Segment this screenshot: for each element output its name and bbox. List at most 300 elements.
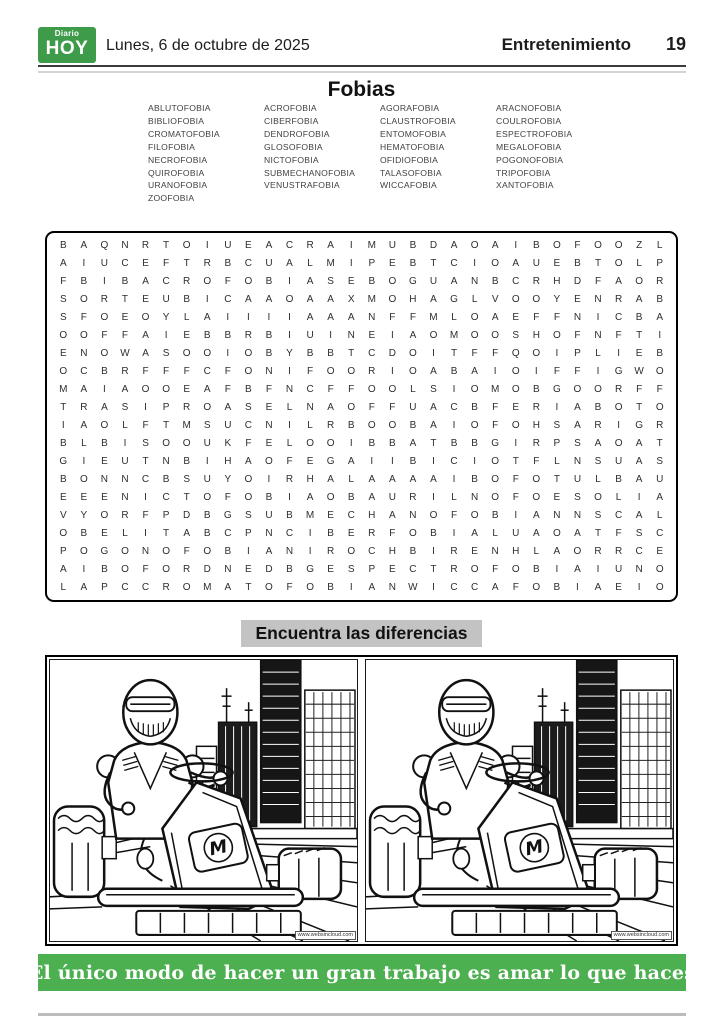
grid-letter: G (614, 365, 623, 377)
grid-letter: S (512, 329, 520, 341)
grid-letter: C (121, 257, 129, 269)
grid-letter: R (100, 293, 109, 305)
grid-letter: B (59, 239, 67, 251)
grid-letter: H (553, 275, 561, 287)
grid-letter: R (327, 420, 335, 432)
grid-letter: I (123, 438, 127, 450)
grid-letter: O (470, 420, 479, 432)
grid-letter: N (285, 383, 294, 395)
grid-letter: D (573, 275, 582, 287)
grid-letter: R (368, 528, 376, 540)
grid-letter: F (492, 420, 499, 432)
grid-letter: I (432, 582, 435, 594)
grid-letter: A (306, 293, 314, 305)
grid-letter: I (432, 456, 435, 468)
grid-letter: G (409, 275, 417, 287)
grid-letter: C (224, 293, 232, 305)
grid-letter: G (59, 456, 68, 468)
grid-letter: C (203, 365, 211, 377)
grid-letter: F (636, 383, 643, 395)
grid-letter: E (553, 257, 561, 269)
grid-letter: F (224, 275, 231, 287)
grid-letter: I (349, 257, 353, 269)
grid-letter: B (450, 365, 458, 377)
grid-letter: R (614, 293, 623, 305)
grid-letter: N (409, 510, 417, 522)
grid-letter: N (368, 311, 376, 323)
grid-letter: O (244, 474, 253, 486)
grid-letter: C (614, 510, 623, 522)
grid-letter: O (265, 582, 273, 594)
grid-letter: E (121, 311, 129, 323)
grid-letter: U (388, 239, 396, 251)
grid-letter: E (347, 528, 355, 540)
grid-letter: I (473, 257, 476, 269)
grid-letter: A (409, 474, 417, 486)
grid-letter: R (121, 510, 129, 522)
grid-letter: R (203, 257, 211, 269)
grid-letter: O (182, 582, 191, 594)
grid-letter: E (265, 438, 273, 450)
grid-letter: B (635, 311, 643, 323)
grid-letter: C (224, 528, 232, 540)
grid-letter: E (512, 401, 520, 413)
grid-letter: I (246, 546, 250, 558)
grid-letter: K (224, 438, 232, 450)
grid-letter: M (429, 311, 438, 323)
grid-letter: B (183, 293, 190, 305)
grid-letter: M (367, 239, 376, 251)
grid-letter: B (532, 383, 540, 395)
grid-letter: B (347, 420, 355, 432)
grid-letter: N (121, 492, 129, 504)
grid-letter: F (163, 257, 170, 269)
grid-letter: H (368, 510, 376, 522)
grid-letter: O (347, 401, 356, 413)
grid-letter: I (103, 383, 106, 395)
grid-letter: A (101, 401, 108, 413)
grid-letter: A (327, 401, 334, 413)
phobia-word: TRIPOFOBIA (496, 167, 551, 178)
grid-letter: F (615, 528, 622, 540)
grid-letter: O (491, 329, 500, 341)
grid-letter: I (288, 420, 291, 432)
grid-letter: O (594, 492, 602, 504)
grid-letter: U (306, 329, 314, 341)
grid-letter: I (226, 311, 230, 323)
grid-letter: O (367, 420, 376, 432)
phobia-word: FILOFOBIA (148, 141, 196, 152)
grid-letter: F (224, 365, 231, 377)
grid-letter: O (635, 275, 644, 287)
grid-letter: W (634, 365, 644, 377)
grid-letter: A (59, 257, 67, 269)
grid-letter: F (224, 383, 231, 395)
grid-letter: A (450, 239, 458, 251)
grid-letter: F (594, 275, 602, 287)
kart-image-right (365, 659, 674, 942)
grid-letter: O (614, 401, 623, 413)
grid-letter: N (347, 329, 355, 341)
grid-letter: F (512, 582, 519, 594)
grid-letter: S (121, 401, 129, 413)
grid-letter: F (60, 275, 67, 287)
grid-letter: A (368, 582, 376, 594)
grid-letter: I (596, 564, 600, 576)
grid-letter: O (409, 347, 417, 359)
grid-letter: I (82, 257, 86, 269)
grid-letter: B (368, 275, 376, 287)
kart-image-left (49, 659, 358, 942)
section-label: Entretenimiento (501, 35, 631, 54)
grid-letter: F (121, 329, 129, 341)
grid-letter: N (594, 329, 602, 341)
differences-images (45, 655, 678, 946)
grid-letter: I (534, 365, 538, 377)
grid-letter: C (450, 582, 458, 594)
grid-letter: C (409, 564, 417, 576)
grid-letter: O (614, 257, 623, 269)
grid-letter: F (142, 365, 149, 377)
grid-letter: O (511, 564, 520, 576)
grid-letter: O (121, 564, 129, 576)
grid-letter: Y (162, 311, 170, 323)
grid-letter: B (80, 275, 88, 287)
grid-letter: L (122, 420, 128, 432)
grid-letter: F (307, 365, 314, 377)
grid-letter: B (80, 528, 88, 540)
grid-letter: B (409, 456, 417, 468)
grid-letter: N (265, 528, 273, 540)
grid-letter: A (491, 311, 499, 323)
phobia-word-list (148, 102, 612, 205)
grid-letter: N (285, 546, 294, 558)
phobia-word: ZOOFOBIA (148, 193, 195, 204)
grid-letter: I (267, 311, 271, 323)
grid-letter: A (430, 293, 437, 305)
grid-letter: L (122, 528, 128, 540)
grid-letter: F (389, 401, 396, 413)
grid-letter: F (574, 239, 581, 251)
grid-letter: I (493, 365, 497, 377)
grid-letter: A (265, 293, 273, 305)
grid-letter: I (144, 528, 147, 540)
grid-letter: O (265, 456, 273, 468)
grid-letter: O (388, 420, 397, 432)
grid-letter: T (430, 438, 437, 450)
grid-letter: B (347, 492, 355, 504)
grid-letter: F (471, 347, 478, 359)
grid-letter: G (450, 293, 458, 305)
grid-letter: O (244, 365, 253, 377)
grid-letter: L (554, 456, 560, 468)
grid-letter: F (389, 311, 396, 323)
grid-letter: E (101, 456, 108, 468)
grid-letter: B (553, 582, 561, 594)
grid-letter: I (288, 311, 291, 323)
grid-letter: R (368, 365, 376, 377)
grid-letter: C (80, 365, 88, 377)
grid-letter: L (451, 492, 457, 504)
grid-letter: R (594, 420, 602, 432)
grid-letter: A (635, 474, 643, 486)
grid-letter: B (183, 456, 190, 468)
grid-letter: I (555, 347, 559, 359)
grid-letter: I (329, 329, 333, 341)
grid-letter: F (615, 329, 622, 341)
grid-letter: B (265, 347, 273, 359)
phobia-word: VENUSTRAFOBIA (264, 180, 340, 191)
grid-letter: T (430, 257, 437, 269)
grid-letter: H (532, 329, 540, 341)
grid-letter: R (409, 492, 417, 504)
footer-rule (38, 1013, 686, 1016)
grid-letter: P (59, 546, 67, 558)
grid-letter: L (286, 401, 293, 413)
grid-letter: L (533, 546, 540, 558)
grid-letter: B (286, 510, 293, 522)
grid-letter: E (615, 582, 622, 594)
grid-letter: T (594, 528, 602, 540)
grid-letter: T (450, 347, 458, 359)
grid-letter: I (452, 383, 456, 395)
grid-letter: N (470, 275, 479, 287)
grid-letter: L (348, 474, 354, 486)
grid-letter: A (245, 293, 252, 305)
grid-letter: A (389, 510, 396, 522)
grid-letter: M (367, 293, 376, 305)
grid-letter: N (100, 474, 109, 486)
grid-letter: A (635, 510, 643, 522)
grid-letter: F (492, 347, 499, 359)
grid-letter: I (473, 456, 476, 468)
svg-text:M: M (523, 836, 546, 861)
grid-letter: B (265, 275, 273, 287)
grid-letter: T (512, 456, 519, 468)
grid-letter: O (409, 365, 417, 377)
grid-letter: T (594, 257, 602, 269)
grid-letter: O (532, 293, 541, 305)
grid-letter: T (348, 347, 355, 359)
grid-letter: I (82, 456, 86, 468)
grid-letter: C (450, 456, 458, 468)
grid-letter: A (265, 239, 273, 251)
grid-letter: F (101, 329, 108, 341)
grid-letter: S (594, 456, 602, 468)
grid-letter: P (368, 564, 376, 576)
grid-letter: A (615, 275, 622, 287)
grid-letter: B (409, 420, 417, 432)
grid-letter: A (80, 582, 88, 594)
wordsearch-grid (45, 231, 678, 602)
grid-letter: B (162, 474, 170, 486)
grid-letter: M (491, 383, 500, 395)
grid-letter: L (595, 474, 601, 486)
grid-letter: B (224, 329, 232, 341)
grid-letter: N (553, 510, 561, 522)
phobia-word: CLAUSTROFOBIA (380, 115, 456, 126)
grid-letter: O (59, 365, 68, 377)
grid-letter: C (244, 420, 252, 432)
grid-letter: U (656, 474, 664, 486)
grid-letter: B (245, 383, 252, 395)
grid-letter: U (203, 474, 211, 486)
grid-letter: R (656, 420, 664, 432)
grid-letter: B (327, 347, 334, 359)
grid-letter: C (656, 528, 664, 540)
grid-letter: U (265, 510, 273, 522)
grid-letter: E (183, 329, 190, 341)
grid-letter: R (183, 275, 191, 287)
grid-letter: P (162, 401, 170, 413)
grid-letter: T (430, 564, 437, 576)
grid-letter: A (80, 383, 88, 395)
grid-letter: R (327, 546, 335, 558)
grid-letter: O (306, 582, 314, 594)
grid-letter: O (470, 311, 479, 323)
grid-letter: C (512, 275, 520, 287)
grid-letter: S (553, 420, 561, 432)
grid-letter: E (265, 401, 273, 413)
grid-letter: U (512, 528, 520, 540)
grid-letter: O (511, 365, 520, 377)
grid-letter: O (614, 239, 623, 251)
grid-letter: I (452, 474, 456, 486)
differences-title-wrap (0, 620, 723, 647)
grid-letter: B (491, 510, 499, 522)
grid-letter: C (368, 347, 376, 359)
grid-letter: A (203, 311, 211, 323)
grid-letter: T (121, 293, 129, 305)
grid-letter: S (327, 275, 334, 287)
grid-letter: A (327, 474, 334, 486)
grid-letter: O (470, 383, 479, 395)
grid-letter: N (121, 474, 129, 486)
grid-letter: I (370, 456, 374, 468)
grid-letter: D (429, 239, 438, 251)
grid-letter: M (326, 257, 335, 269)
grid-letter: O (182, 239, 191, 251)
grid-letter: N (265, 420, 273, 432)
grid-letter: A (368, 492, 376, 504)
grid-letter: Y (224, 474, 232, 486)
grid-letter: F (142, 510, 149, 522)
grid-letter: A (327, 239, 334, 251)
grid-letter: O (203, 347, 212, 359)
grid-letter: A (306, 311, 314, 323)
word-list-column (264, 102, 380, 205)
grid-letter: A (491, 582, 499, 594)
grid-letter: A (594, 438, 602, 450)
grid-letter: O (244, 347, 253, 359)
grid-letter: N (306, 401, 314, 413)
grid-letter: F (224, 492, 231, 504)
grid-letter: E (142, 257, 149, 269)
grid-letter: E (327, 564, 334, 576)
grid-letter: E (389, 564, 396, 576)
grid-letter: B (450, 438, 458, 450)
grid-letter: B (327, 582, 334, 594)
grid-letter: A (450, 275, 458, 287)
grid-letter: S (574, 438, 581, 450)
grid-letter: I (82, 564, 86, 576)
grid-letter: I (555, 564, 559, 576)
phobia-word: URANOFOBIA (148, 180, 208, 191)
grid-letter: L (615, 492, 622, 504)
header-rule-dark (38, 65, 686, 67)
grid-letter: O (79, 293, 88, 305)
grid-letter: A (574, 564, 581, 576)
phobia-word: AGORAFOBIA (380, 103, 440, 113)
grid-letter: O (594, 383, 602, 395)
page-number: 19 (665, 34, 686, 54)
grid-letter: A (430, 474, 437, 486)
grid-letter: I (349, 239, 353, 251)
grid-letter: H (409, 293, 417, 305)
grid-letter: B (203, 329, 211, 341)
grid-letter: U (203, 438, 211, 450)
grid-letter: A (389, 474, 396, 486)
grid-letter: O (100, 311, 109, 323)
grid-letter: A (635, 456, 643, 468)
grid-letter: O (470, 564, 479, 576)
grid-letter: R (183, 564, 191, 576)
phobia-word: CIBERFOBIA (264, 115, 319, 126)
grid-letter: N (491, 546, 499, 558)
grid-letter: W (120, 347, 130, 359)
grid-letter: U (573, 474, 582, 486)
grid-letter: A (245, 456, 252, 468)
grid-letter: N (265, 365, 273, 377)
phobia-word: MEGALOFOBIA (496, 141, 562, 152)
grid-letter: H (532, 420, 540, 432)
logo-main-text: HOY (45, 38, 89, 59)
grid-letter: B (409, 239, 417, 251)
grid-letter: T (245, 582, 252, 594)
grid-letter: F (512, 492, 519, 504)
grid-letter: B (389, 438, 396, 450)
grid-letter: I (390, 329, 394, 341)
grid-letter: M (182, 420, 191, 432)
grid-letter: I (514, 438, 518, 450)
grid-letter: B (471, 438, 478, 450)
grid-letter: I (390, 365, 394, 377)
grid-letter: M (59, 383, 68, 395)
grid-letter: N (162, 456, 170, 468)
grid-letter: S (203, 420, 211, 432)
fobias-title: Fobias (327, 78, 396, 101)
grid-letter: B (368, 438, 376, 450)
grid-letter: I (637, 582, 641, 594)
grid-letter: H (512, 546, 520, 558)
grid-letter: O (79, 546, 88, 558)
grid-letter: I (103, 275, 106, 287)
grid-letter: E (80, 492, 88, 504)
grid-letter: E (59, 347, 67, 359)
phobia-word: TALASOFOBIA (380, 167, 442, 178)
grid-letter: C (368, 546, 376, 558)
grid-letter: A (203, 383, 211, 395)
grid-letter: F (265, 383, 272, 395)
grid-letter: F (492, 401, 499, 413)
grid-letter: Z (636, 239, 643, 251)
grid-letter: O (470, 239, 479, 251)
grid-letter: U (614, 456, 623, 468)
grid-letter: R (656, 275, 664, 287)
grid-letter: E (389, 257, 396, 269)
grid-letter: U (162, 293, 170, 305)
grid-letter: U (224, 239, 232, 251)
